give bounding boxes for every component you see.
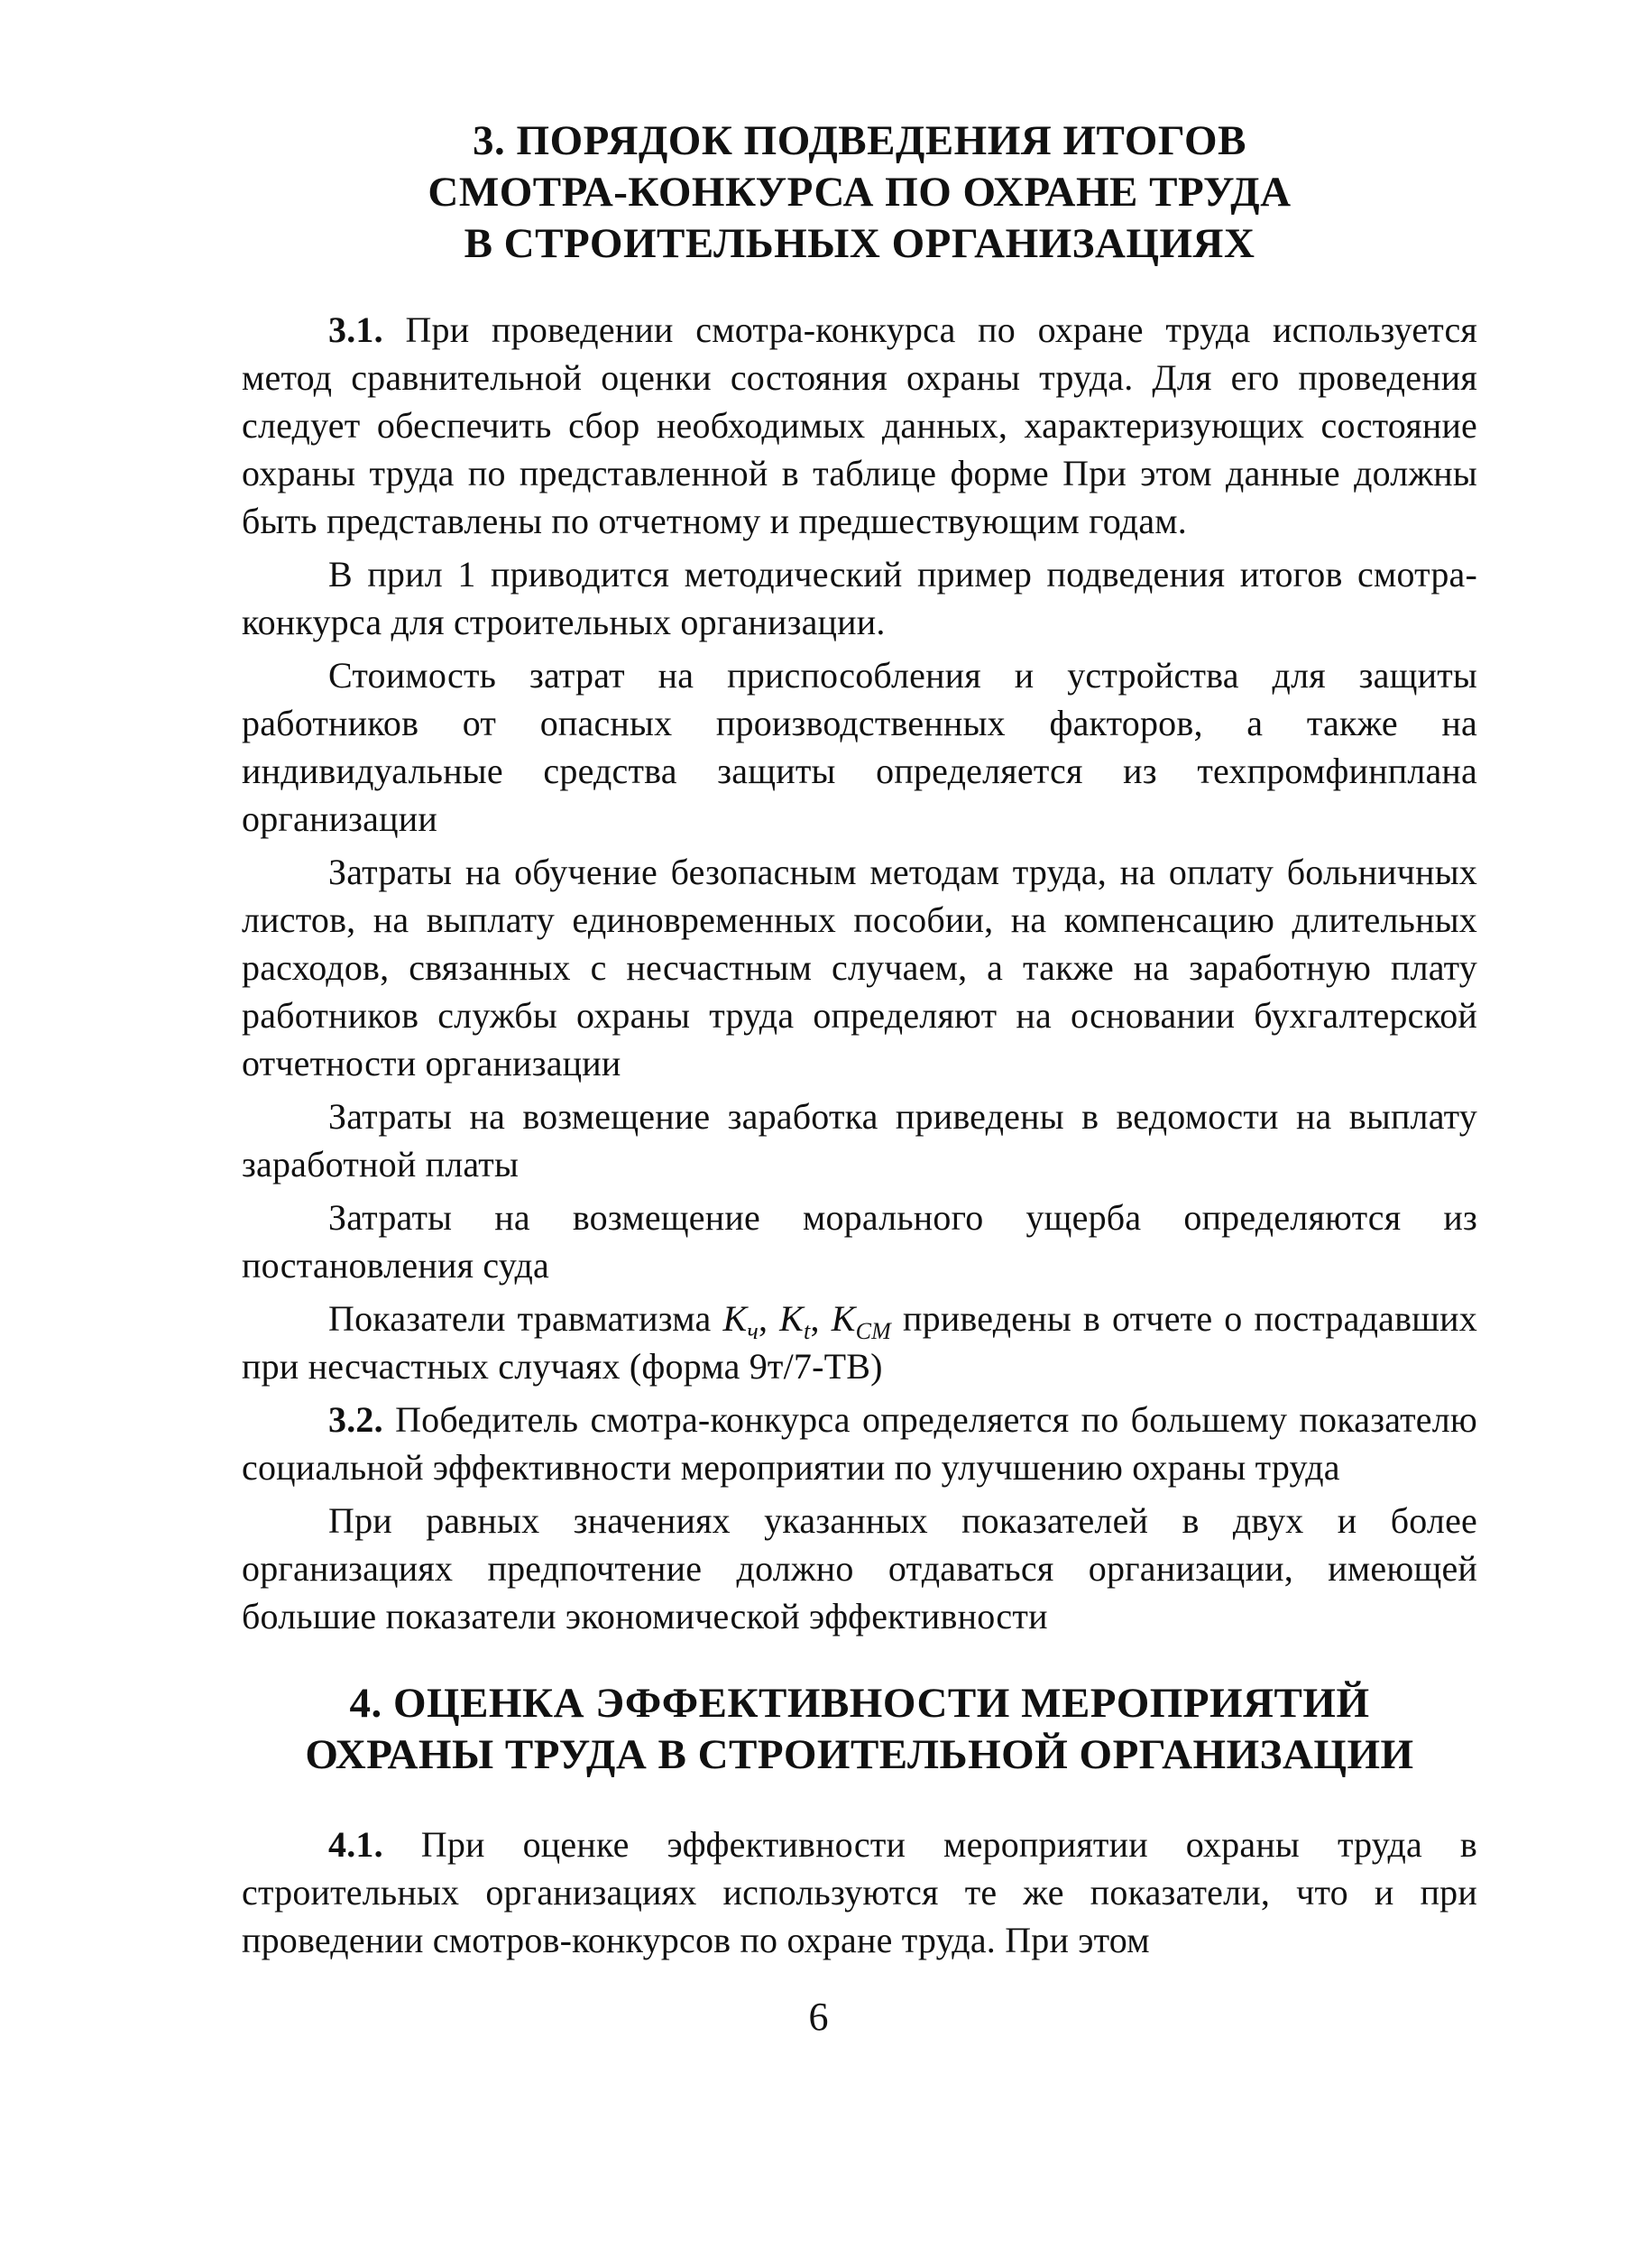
paragraph-4-1 <box>242 1821 1477 1964</box>
clause-number-3-2: 3.2. <box>328 1399 383 1440</box>
clause-number-4-1: 4.1. <box>328 1824 383 1865</box>
paragraph-3-1 <box>242 306 1477 545</box>
paragraph-3-1-text: При проведении смотра-конкурса по охране труда используется метод сравнительной оценки состояния охраны труда. Для его проведения следует обеспечить сбор необходимых данных, характеризующих состояние охраны труда по представленной в таблице форме При этом данные должны быть представлены по отчетному и предшествующим годам. <box>242 309 1478 541</box>
paragraph-protection-costs: Стоимость затрат на приспособления и устройства для защиты работников от опасных производственных факторов, а также на индивидуальные средства защиты определяется из техпромфинплана организации <box>242 655 1477 839</box>
page-number: 6 <box>808 1995 829 2039</box>
paragraph-moral-damage: Затраты на возмещение морального ущерба определяются из постановления суда <box>242 1197 1477 1286</box>
paragraph-tie-break: При равных значениях указанных показателей в двух и более организациях предпочтение должно отдаваться организации, имеющей большие показатели экономической эффективности <box>242 1500 1477 1636</box>
indicator-k-severity-base: K <box>779 1298 805 1339</box>
indicator-k-fatal <box>831 1298 891 1344</box>
section-3-heading-line-3: В СТРОИТЕЛЬНЫХ ОРГАНИЗАЦИЯХ <box>464 220 1255 267</box>
indicator-k-frequency <box>722 1298 759 1344</box>
paragraph-injury-indicators <box>242 1295 1477 1390</box>
paragraph-appendix-reference: В прил 1 приводится методический пример подведения итогов смотра-конкурса для строительных организации. <box>242 554 1477 642</box>
indicator-separator-1: , <box>758 1298 780 1339</box>
section-4-heading-line-1: 4. ОЦЕНКА ЭФФЕКТИВНОСТИ МЕРОПРИЯТИЙ <box>349 1680 1370 1727</box>
indicator-k-fatal-base: K <box>831 1298 856 1339</box>
indicator-separator-2: , <box>810 1298 832 1339</box>
paragraph-3-2 <box>242 1396 1477 1491</box>
indicator-k-fatal-subscript: CM <box>855 1318 891 1344</box>
paragraph-3-2-text: Победитель смотра-конкурса определяется по большему показателю социальной эффективности мероприятии по улучшению охраны труда <box>242 1399 1477 1488</box>
indicator-k-frequency-base: K <box>722 1298 748 1339</box>
section-4-heading <box>242 1678 1477 1781</box>
page-content <box>242 115 1477 1964</box>
section-3-heading-line-1: 3. ПОРЯДОК ПОДВЕДЕНИЯ ИТОГОВ <box>473 117 1246 164</box>
indicator-k-frequency-subscript: ч <box>747 1318 759 1344</box>
section-4-heading-line-2: ОХРАНЫ ТРУДА В СТРОИТЕЛЬНОЙ ОРГАНИЗАЦИИ <box>305 1731 1414 1778</box>
indicator-k-severity-subscript: t <box>804 1318 811 1344</box>
paragraph-training-costs: Затраты на обучение безопасным методам труда, на оплату больничных листов, на выплату единовременных пособии, на компенсацию длительных расходов, связанных с несчастным случаем, а также на заработную плату работников службы охраны труда определяют на основании бухгалтерской отчетности организации <box>242 852 1477 1083</box>
injury-indicators-trailing-text: приведены в отчете о пострадавших при несчастных случаях (форма 9т/7-ТВ) <box>242 1298 1477 1387</box>
paragraph-earnings-compensation: Затраты на возмещение заработка приведены в ведомости на выплату заработной платы <box>242 1096 1477 1185</box>
paragraph-4-1-text: При оценке эффективности мероприятии охраны труда в строительных организациях используются те же показатели, что и при проведении смотров-конкурсов по охране труда. При этом <box>242 1824 1477 1960</box>
indicator-k-severity <box>779 1298 811 1344</box>
clause-number-3-1: 3.1. <box>328 309 383 350</box>
section-3-heading <box>242 115 1477 270</box>
section-3-heading-line-2: СМОТРА-КОНКУРСА ПО ОХРАНЕ ТРУДА <box>428 169 1292 216</box>
injury-indicators-lead-text: Показатели травматизма <box>328 1298 723 1339</box>
